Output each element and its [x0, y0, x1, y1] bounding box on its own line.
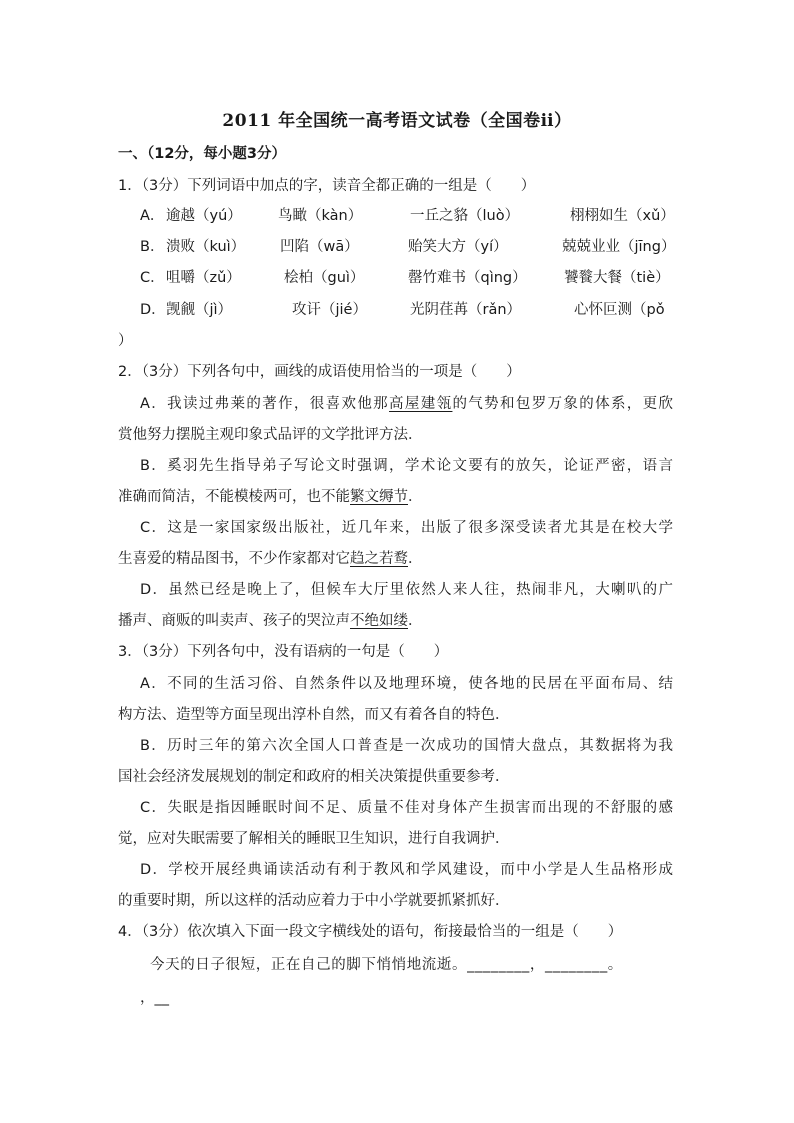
q2-option-d-line2: 播声、商贩的叫卖声、孩子的哭泣声不绝如缕． — [118, 613, 423, 629]
q1-option-label: A． — [140, 208, 165, 224]
q1-option-item: 心怀叵测（pǒ — [574, 302, 665, 318]
q3-option-b-line1: B．历时三年的第六次全国人口普查是一次成功的国情大盘点，其数据将为我 — [140, 738, 673, 754]
underlined-idiom: 高屋建瓴 — [389, 396, 453, 412]
q1-option-item: 咀嚼（zǔ） — [166, 270, 241, 286]
q1-option-label: B． — [140, 239, 165, 255]
q4-passage: 今天的日子很短，正在自己的脚下悄悄地流逝。________，________。 — [150, 957, 623, 973]
q4-tail: ，__ — [140, 990, 169, 1006]
q1-stem: 1．（3分）下列词语中加点的字，读音全都正确的一组是（ ） — [118, 178, 536, 194]
q1-option-item: 逾越（yú） — [166, 208, 242, 224]
q2-option-a-line2: 赏他努力摆脱主观印象式品评的文学批评方法． — [118, 427, 423, 443]
q3-option-a-line1: A．不同的生活习俗、自然条件以及地理环境，使各地的民居在平面布局、结 — [140, 676, 673, 692]
q3-option-a-line2: 构方法、造型等方面呈现出淳朴自然，而又有着各自的特色． — [118, 707, 510, 723]
q3-option-c-line1: C．失眠是指因睡眠时间不足、质量不佳对身体产生损害而出现的不舒服的感 — [140, 800, 673, 816]
q1-option-label: C． — [140, 270, 165, 286]
q2-option-a-line1: A．我读过弗莱的著作，很喜欢他那高屋建瓴的气势和包罗万象的体系，更欣 — [140, 396, 674, 412]
q1-option-item: 溃败（kuì） — [166, 239, 246, 255]
q1-option-item: 栩栩如生（xǔ） — [570, 208, 675, 224]
q1-option-label: D． — [140, 302, 166, 318]
q1-option-item: 一丘之貉（luò） — [410, 208, 520, 224]
q3-option-d-line2: 的重要时期，所以这样的活动应着力于中小学就要抓紧抓好． — [118, 893, 510, 909]
section-heading: 一、（12分，每小题3分） — [118, 146, 287, 162]
q1-option-item: 光阴荏苒（rǎn） — [410, 302, 522, 318]
q1-option-item: 饕餮大餐（tiè） — [564, 270, 670, 286]
q1-option-item: 贻笑大方（yí） — [408, 239, 508, 255]
q4-stem: 4．（3分）依次填入下面一段文字横线处的语句，衔接最恰当的一组是（ ） — [118, 924, 623, 940]
q2-option-d-line1: D．虽然已经是晚上了，但候车大厅里依然人来人往，热闹非凡，大喇叭的广 — [140, 582, 673, 598]
q3-option-c-line2: 觉，应对失眠需要了解相关的睡眠卫生知识，进行自我调护． — [118, 831, 510, 847]
q3-stem: 3．（3分）下列各句中，没有语病的一句是（ ） — [118, 644, 449, 660]
q2-option-b-line1: B．奚羽先生指导弟子写论文时强调，学术论文要有的放矢，论证严密，语言 — [140, 458, 673, 474]
underlined-idiom: 趋之若鹜 — [350, 551, 408, 567]
q3-option-d-line1: D．学校开展经典诵读活动有利于教风和学风建设，而中小学是人生品格形成 — [140, 862, 673, 878]
q1-option-item: 凹陷（wā） — [280, 239, 359, 255]
q2-option-c-line2: 生喜爱的精品图书，不少作家都对它趋之若鹜． — [118, 551, 423, 567]
q2-option-b-line2: 准确而简洁，不能模棱两可，也不能繁文缛节． — [118, 489, 423, 505]
q2-option-c-line1: C．这是一家国家级出版社，近几年来，出版了很多深受读者尤其是在校大学 — [140, 520, 673, 536]
q2-stem: 2．（3分）下列各句中，画线的成语使用恰当的一项是（ ） — [118, 364, 521, 380]
underlined-idiom: 繁文缛节 — [350, 489, 408, 505]
q3-option-b-line2: 国社会经济发展规划的制定和政府的相关决策提供重要参考． — [118, 769, 510, 785]
underlined-idiom: 不绝如缕 — [350, 613, 408, 629]
q1-option-item: 攻讦（jié） — [292, 302, 367, 318]
q1-option-item: 桧柏（guì） — [284, 270, 365, 286]
q1-option-item: 觊觎（jì） — [166, 302, 233, 318]
q1-option-item: 鸟瞰（kàn） — [278, 208, 363, 224]
exam-title: 2011 年全国统一高考语文试卷（全国卷ⅱ） — [222, 111, 572, 131]
q1-tail: ） — [118, 333, 133, 349]
q1-option-item: 兢兢业业（jīng） — [562, 239, 676, 255]
q1-option-item: 罄竹难书（qìng） — [408, 270, 527, 286]
